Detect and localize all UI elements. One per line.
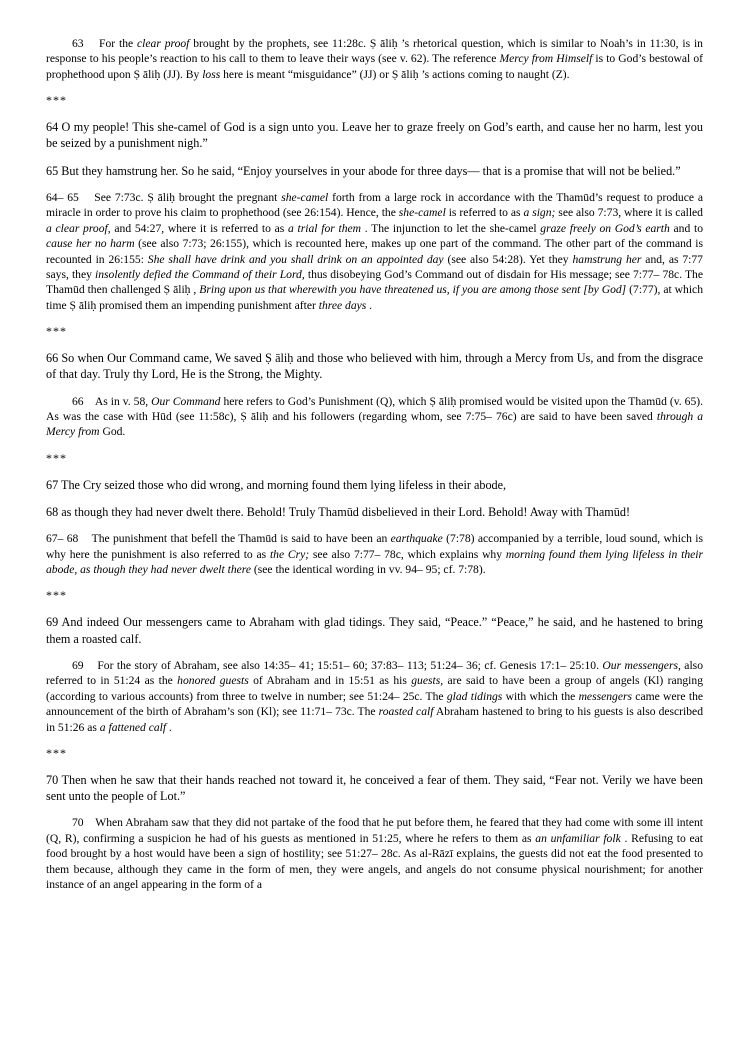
commentary-paragraph: 67– 68 The punishment that befell the Thamūd is said to have been an earthquake (7:78) accompanied by a terrible, loud sound, which is why here the punishment is also referred to as the Cry; see also 7:77– 78c, which explains why morning found them lying lifeless in their abode, as though they had never dwelt there (see the identical wording in vv. 94– 95; cf. 7:78).: [46, 532, 703, 577]
verse-paragraph: 65 But they hamstrung her. So he said, “Enjoy yourselves in your abode for three days— that is a promise that will not be belied.”: [46, 163, 681, 178]
page-content: [46, 36, 703, 892]
commentary-paragraph: 64– 65 See 7:73c. Ṣ āliḥ brought the pregnant she-camel forth from a large rock in accordance with the Thamūd’s request to produce a miracle in order to prove his claim to prophethood (see 26:154). Hence, the she-camel is referred to as a sign; see also 7:73, where it is called a clear proof, and 54:27, where it is referred to as a trial for them . The injunction to let the she-camel graze freely on God’s earth and to cause her no harm (see also 7:73; 26:155), which is recounted here, makes up one part of the command. The other part of the command is recounted in 26:155: She shall have drink and you shall drink on an appointed day (see also 54:28). Yet they hamstrung her and, as 7:77 says, they insolently defied the Command of their Lord, thus disobeying God’s Command out of disdain for His message; see 7:77– 78c. The Thamūd then challenged Ṣ āliḥ , Bring upon us that wherewith you have threatened us, if you are among those sent [by God] (7:77), at which time Ṣ āliḥ promised them an impending punishment after three days .: [46, 190, 704, 312]
commentary-paragraph: 69 For the story of Abraham, see also 14:35– 41; 15:51– 60; 37:83– 113; 51:24– 36; cf. Genesis 17:1– 25:10. Our messengers, also referred to in 51:24 as the honored guests of Abraham and in 15:51 as his guests, are said to have been a group of angels (Kl) ranging (according to various accounts) from three to twelve in number; see 51:24– 25c. The glad tidings with which the messengers came were the announcement of the birth of Abraham’s son (Kl); see 11:71– 73c. The roasted calf Abraham hastened to bring to his guests is also described in 51:26 as a fattened calf .: [46, 658, 704, 734]
verse-paragraph: 67 The Cry seized those who did wrong, and morning found them lying lifeless in their abode,: [46, 477, 507, 492]
verse-paragraph: 70 Then when he saw that their hands reached not toward it, he conceived a fear of them. They said, “Fear not. Verily we have been sent unto the people of Lot.”: [46, 772, 703, 804]
commentary-paragraph: 63 For the clear proof brought by the prophets, see 11:28c. Ṣ āliḥ ’s rhetorical question, which is similar to Noah’s in 11:30, is in response to his people’s reaction to his call to them to leave their ways (see v. 62). The reference Mercy from Himself is to God’s bestowal of prophethood upon Ṣ āliḥ (JJ). By loss here is meant “misguidance” (JJ) or Ṣ āliḥ ’s actions coming to naught (Z).: [46, 37, 704, 81]
verse-paragraph: 69 And indeed Our messengers came to Abraham with glad tidings. They said, “Peace.” “Peace,” he said, and he hastened to bring them a roasted calf.: [46, 615, 703, 646]
verse-paragraph: 68 as though they had never dwelt there. Behold! Truly Thamūd disbelieved in their Lord. Behold! Away with Thamūd!: [46, 505, 631, 519]
commentary-paragraph: 66 As in v. 58, Our Command here refers to God’s Punishment (Q), which Ṣ āliḥ promised would be visited upon the Thamūd (v. 65). As was the case with Hūd (see 11:58c), Ṣ āliḥ and his followers (regarding whom, see 7:75– 76c) are said to have been saved through a Mercy from God.: [46, 394, 703, 439]
section-separator: ***: [46, 324, 67, 339]
section-separator: ***: [46, 93, 67, 108]
section-separator: ***: [46, 745, 67, 760]
section-separator: ***: [46, 450, 67, 465]
verse-paragraph: 64 O my people! This she-camel of God is a sign unto you. Leave her to graze freely on God’s earth, and cause her no harm, lest you be seized by a punishment nigh.”: [46, 120, 703, 151]
verse-paragraph: 66 So when Our Command came, We saved Ṣ āliḥ and those who believed with him, through a Mercy from Us, and from the disgrace of that day. Truly thy Lord, He is the Strong, the Mighty.: [46, 351, 703, 382]
commentary-paragraph: 70 When Abraham saw that they did not partake of the food that he put before them, he feared that they had come with some ill intent (Q, R), confirming a suspicion he had of his guests as mentioned in 51:25, where he refers to them as an unfamiliar folk . Refusing to eat food brought by a host would have been a sign of hostility; see 51:27– 28c. As al-Rāzī explains, the guests did not eat the food presented to them because, although they came in the form of men, they were angels, and angels do not consume physical nourishment; for another instance of an angel appearing in the form of a: [46, 816, 704, 891]
section-separator: ***: [46, 588, 67, 603]
